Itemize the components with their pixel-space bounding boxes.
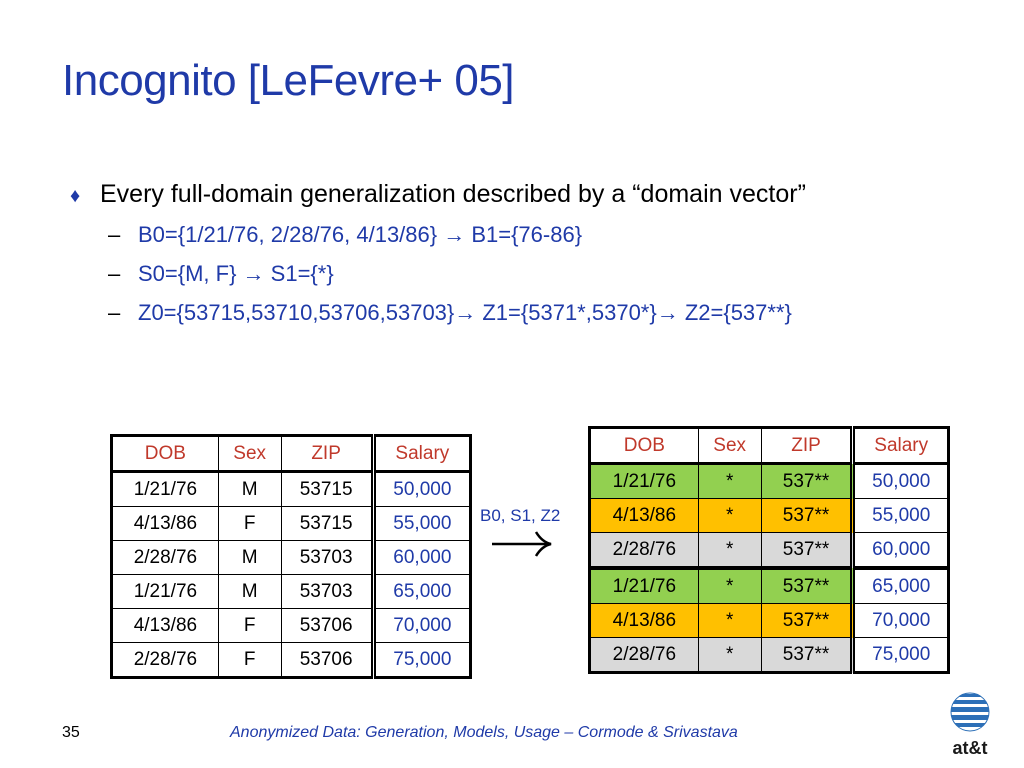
bullet-list bbox=[70, 180, 1010, 339]
footer-text: Anonymized Data: Generation, Models, Usage – Cormode & Srivastava bbox=[230, 724, 738, 741]
sub-bullet-3 bbox=[108, 300, 1010, 326]
cell-zip: 537** bbox=[761, 604, 853, 638]
cell-dob: 4/13/86 bbox=[590, 499, 699, 533]
cell-dob: 2/28/76 bbox=[112, 541, 219, 575]
cell-dob: 4/13/86 bbox=[112, 507, 219, 541]
cell-sex: * bbox=[698, 499, 761, 533]
bullet-main-text: Every full-domain generalization described by a “domain vector” bbox=[100, 180, 806, 208]
table-header-row bbox=[112, 436, 471, 472]
header-dob: DOB bbox=[112, 436, 219, 472]
header-sex: Sex bbox=[218, 436, 281, 472]
dash-icon: – bbox=[108, 300, 121, 325]
cell-dob: 1/21/76 bbox=[112, 472, 219, 507]
cell-salary: 65,000 bbox=[373, 575, 470, 609]
cell-sex: * bbox=[698, 604, 761, 638]
cell-zip: 537** bbox=[761, 638, 853, 673]
generalized-table bbox=[588, 426, 950, 674]
cell-dob: 4/13/86 bbox=[590, 604, 699, 638]
table-row bbox=[590, 604, 949, 638]
att-logo bbox=[944, 688, 996, 760]
cell-sex: * bbox=[698, 464, 761, 499]
table-row bbox=[590, 464, 949, 499]
cell-zip: 537** bbox=[761, 464, 853, 499]
cell-sex: * bbox=[698, 533, 761, 569]
cell-salary: 75,000 bbox=[853, 638, 949, 673]
cell-salary: 75,000 bbox=[373, 643, 470, 678]
cell-sex: F bbox=[218, 507, 281, 541]
cell-zip: 53703 bbox=[281, 575, 373, 609]
header-zip: ZIP bbox=[281, 436, 373, 472]
table-row bbox=[112, 575, 471, 609]
svg-text:at&t: at&t bbox=[952, 738, 988, 758]
page-number: 35 bbox=[62, 724, 80, 741]
table-row bbox=[590, 533, 949, 569]
header-sex: Sex bbox=[698, 428, 761, 464]
table-row bbox=[112, 507, 471, 541]
cell-sex: M bbox=[218, 541, 281, 575]
sub-bullet-2 bbox=[108, 261, 1010, 287]
table-row bbox=[590, 568, 949, 604]
cell-dob: 4/13/86 bbox=[112, 609, 219, 643]
slide-title: Incognito [LeFevre+ 05] bbox=[62, 56, 515, 105]
original-table bbox=[110, 434, 472, 679]
cell-salary: 50,000 bbox=[853, 464, 949, 499]
cell-sex: F bbox=[218, 609, 281, 643]
diamond-bullet-icon: ♦ bbox=[70, 185, 81, 207]
table-row bbox=[112, 472, 471, 507]
header-salary: Salary bbox=[853, 428, 949, 464]
right-arrow-icon bbox=[490, 524, 554, 564]
cell-zip: 53715 bbox=[281, 507, 373, 541]
sub-bullet-text: B0={1/21/76, 2/28/76, 4/13/86} → B1={76-86} bbox=[138, 222, 583, 247]
sub-bullet-text: S0={M, F} → S1={*} bbox=[138, 261, 334, 286]
cell-sex: F bbox=[218, 643, 281, 678]
cell-dob: 1/21/76 bbox=[590, 464, 699, 499]
cell-zip: 53706 bbox=[281, 643, 373, 678]
cell-zip: 53706 bbox=[281, 609, 373, 643]
cell-dob: 1/21/76 bbox=[112, 575, 219, 609]
sub-bullet-1 bbox=[108, 222, 1010, 248]
cell-salary: 55,000 bbox=[373, 507, 470, 541]
cell-zip: 537** bbox=[761, 568, 853, 604]
cell-salary: 50,000 bbox=[373, 472, 470, 507]
header-dob: DOB bbox=[590, 428, 699, 464]
cell-salary: 60,000 bbox=[373, 541, 470, 575]
table-row bbox=[112, 541, 471, 575]
cell-sex: * bbox=[698, 638, 761, 673]
cell-zip: 537** bbox=[761, 533, 853, 569]
cell-dob: 1/21/76 bbox=[590, 568, 699, 604]
cell-dob: 2/28/76 bbox=[590, 533, 699, 569]
cell-salary: 70,000 bbox=[373, 609, 470, 643]
cell-salary: 55,000 bbox=[853, 499, 949, 533]
cell-dob: 2/28/76 bbox=[112, 643, 219, 678]
arrow-label: B0, S1, Z2 bbox=[480, 506, 561, 525]
sub-bullet-text: Z0={53715,53710,53706,53703}→ Z1={5371*,5370*}→ Z2={537**} bbox=[138, 300, 792, 325]
table-row bbox=[590, 638, 949, 673]
bullet-main bbox=[70, 180, 1010, 209]
cell-sex: M bbox=[218, 472, 281, 507]
dash-icon: – bbox=[108, 222, 121, 247]
table-header-row bbox=[590, 428, 949, 464]
cell-zip: 53715 bbox=[281, 472, 373, 507]
cell-sex: * bbox=[698, 568, 761, 604]
dash-icon: – bbox=[108, 261, 121, 286]
cell-salary: 60,000 bbox=[853, 533, 949, 569]
table-row bbox=[112, 643, 471, 678]
table-row bbox=[112, 609, 471, 643]
cell-dob: 2/28/76 bbox=[590, 638, 699, 673]
header-zip: ZIP bbox=[761, 428, 853, 464]
cell-salary: 70,000 bbox=[853, 604, 949, 638]
cell-sex: M bbox=[218, 575, 281, 609]
cell-zip: 53703 bbox=[281, 541, 373, 575]
table-row bbox=[590, 499, 949, 533]
header-salary: Salary bbox=[373, 436, 470, 472]
cell-zip: 537** bbox=[761, 499, 853, 533]
cell-salary: 65,000 bbox=[853, 568, 949, 604]
